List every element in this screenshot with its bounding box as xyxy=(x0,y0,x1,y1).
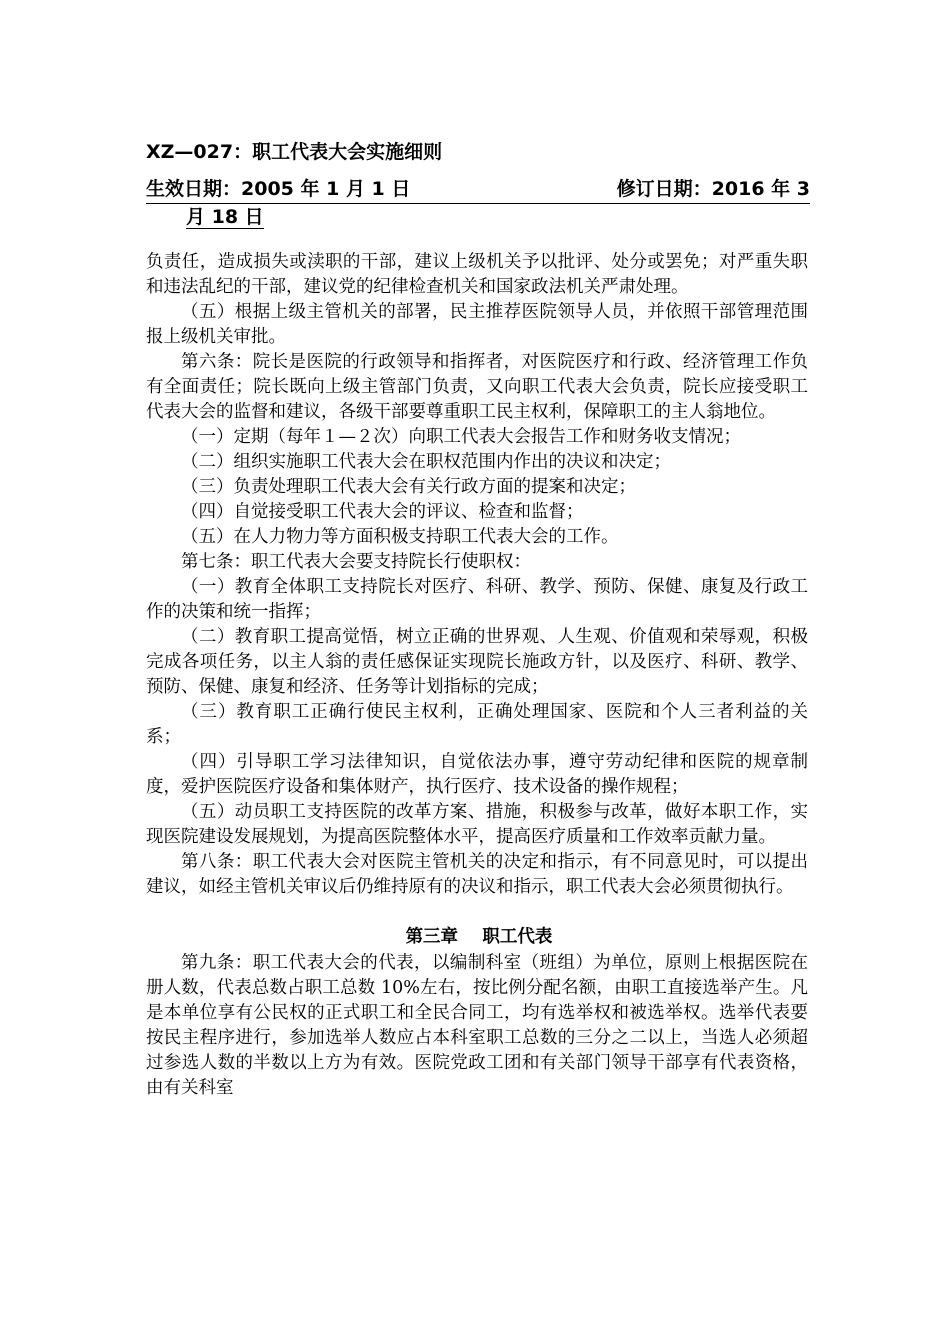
paragraph: （四）自觉接受职工代表大会的评议、检查和监督； xyxy=(181,502,584,522)
paragraph: （三）负责处理职工代表大会有关行政方面的提案和决定； xyxy=(181,477,636,497)
date-row xyxy=(146,176,810,204)
paragraph: （一）教育全体职工支持院长对医疗、科研、教学、预防、保健、康复及行政工作的决策和统一指挥； xyxy=(146,577,808,622)
revised-date-continuation xyxy=(186,204,264,231)
paragraph: 负责任，造成损失或渎职的干部，建议上级机关予以批评、处分或罢免；对严重失职和违法乱纪的干部，建议党的纪律检查机关和国家政法机关严肃处理。 xyxy=(146,252,808,297)
paragraph: （四）引导职工学习法律知识，自觉依法办事，遵守劳动纪律和医院的规章制度，爱护医院医疗设备和集体财产，执行医疗、技术设备的操作规程； xyxy=(146,752,808,797)
paragraph: （一）定期（每年１—２次）向职工代表大会报告工作和财务收支情况； xyxy=(181,427,741,447)
revised-date-day: 月 18 日 xyxy=(186,206,264,228)
paragraph: 第六条：院长是医院的行政领导和指挥者，对医院医疗和行政、经济管理工作负有全面责任；院长既向上级主管部门负责，又向职工代表大会负责，院长应接受职工代表大会的监督和建议，各级干部要尊重职工民主权利，保障职工的主人翁地位。 xyxy=(146,352,808,422)
revised-date: 修订日期：2016 年 3 xyxy=(616,178,810,200)
effective-date: 生效日期：2005 年 1 月 1 日 xyxy=(146,178,411,200)
paragraph: （五）动员职工支持医院的改革方案、措施，积极参与改革，做好本职工作，实现医院建设发展规划，为提高医院整体水平，提高医疗质量和工作效率贡献力量。 xyxy=(146,802,808,847)
document-body xyxy=(146,250,808,1101)
paragraph: 第七条：职工代表大会要支持院长行使职权： xyxy=(181,552,531,572)
paragraph: （三）教育职工正确行使民主权利，正确处理国家、医院和个人三者利益的关系； xyxy=(146,702,808,747)
chapter-heading: 第三章 职工代表 xyxy=(405,927,553,947)
paragraph: （二）教育职工提高觉悟，树立正确的世界观、人生观、价值观和荣辱观，积极完成各项任务，以主人翁的责任感保证实现院长施政方针，以及医疗、科研、教学、预防、保健、康复和经济、任务等计划指标的完成； xyxy=(146,627,808,697)
paragraph: （五）在人力物力等方面积极支持职工代表大会的工作。 xyxy=(181,527,619,547)
date-line xyxy=(146,176,814,234)
document-header xyxy=(146,138,814,234)
paragraph: 第八条：职工代表大会对医院主管机关的决定和指示，有不同意见时，可以提出建议，如经主管机关审议后仍维持原有的决议和指示，职工代表大会必须贯彻执行。 xyxy=(146,852,808,897)
paragraph: （五）根据上级主管机关的部署，民主推荐医院领导人员，并依照干部管理范围报上级机关审批。 xyxy=(146,302,808,347)
paragraph: 第九条：职工代表大会的代表，以编制科室（班组）为单位，原则上根据医院在册人数，代表总数占职工总数 10%左右，按比例分配名额，由职工直接选举产生。凡是本单位享有公民权的正式职工和全民合同工，均有选举权和被选举权。选举代表要按民主程序进行，参加选举人数应占本科室职工总数的三分之二以上，当选人必须超过参选人数的半数以上方为有效。医院党政工团和有关部门领导干部享有代表资格，由有关科室 xyxy=(146,953,808,1098)
paragraph: （二）组织实施职工代表大会在职权范围内作出的决议和决定； xyxy=(181,452,671,472)
document-title: XZ—027：职工代表大会实施细则 xyxy=(146,141,443,163)
